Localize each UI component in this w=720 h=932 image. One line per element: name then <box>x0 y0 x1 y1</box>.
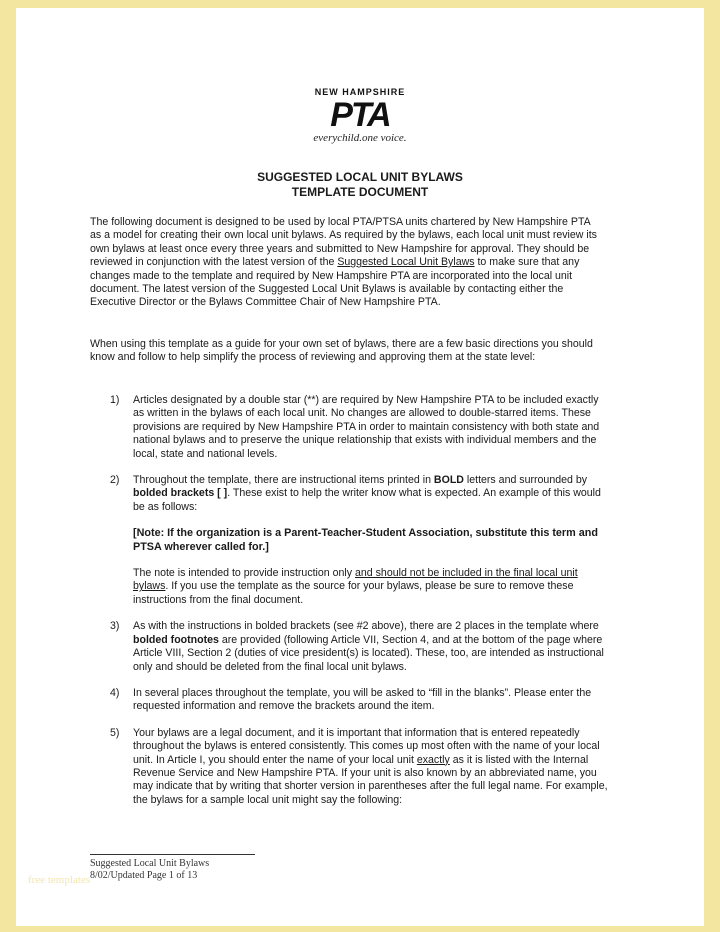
item-text: The note is intended to provide instruction only <box>133 567 356 580</box>
item-text: . If you use the template as the source for your bylaws, please be sure to remove these instructions from the final document. <box>133 580 574 606</box>
list-item <box>90 727 610 807</box>
intro-underlined-title: Suggested Local Unit Bylaws <box>337 256 475 269</box>
item-bold-text: BOLD <box>433 474 464 487</box>
item-number: 5) <box>110 726 120 739</box>
footer-divider <box>90 854 255 855</box>
directions-list <box>90 394 610 820</box>
example-note: [Note: If the organization is a Parent-Teacher-Student Association, substitute this term and PTSA wherever called for.] <box>133 527 598 553</box>
logo-mark: PTA <box>330 96 390 134</box>
intro-paragraph <box>90 216 600 310</box>
item-bold-text: bolded brackets [ ] <box>133 487 228 500</box>
page-footer <box>90 854 255 882</box>
item-number: 3) <box>110 620 120 633</box>
list-item <box>90 687 610 714</box>
logo-tagline: everychild.one voice. <box>313 132 407 144</box>
item-text: Articles designated by a double star (**) are required by New Hampshire PTA to be included exactly as written in the bylaws of each local unit. No changes are allowed to double-starred items. These provisions are required by New Hampshire PTA in order to maintain consistency with both state and national bylaws and to preserve the unique relationship that exists with individual members and the local, state and national levels. <box>133 394 600 460</box>
item-text: Throughout the template, there are instructional items printed in <box>133 474 434 487</box>
item-text: In several places throughout the template, you will be asked to “fill in the blanks”. Please enter the requested information and remove the brackets around the item. <box>133 686 592 713</box>
footer-title: Suggested Local Unit Bylaws <box>90 858 210 869</box>
item-text: . These exist to help the writer know what is expected. An example of this would be as follows: <box>133 487 601 513</box>
title-line-1: SUGGESTED LOCAL UNIT BYLAWS <box>257 170 463 184</box>
item-text: Your bylaws are a legal document, and it is important that information that is entered repeatedly throughout the bylaws is entered consistently. This comes up most often with the name of your local unit. In Article I, you should enter the name of your local unit <box>133 726 600 766</box>
intro-text-a: The following document is designed to be used by local PTA/PTSA units chartered by New Hampshire PTA as a model for creating their own local unit bylaws. As required by the bylaws, each local unit must review its own bylaws at least once every three years and submitted to New Hampshire for approval. They should be reviewed in conjunction with the latest version of the <box>90 216 597 269</box>
logo-state-name: NEW HAMPSHIRE <box>314 87 406 97</box>
footer-page-number: 8/02/Updated Page 1 of 13 <box>90 870 198 881</box>
item-text: are provided (following Article VII, Section 4, and at the bottom of the page where Article VIII, Section 2 (duties of vice president(s) is located). These, too, are intended as instructional only and should be deleted from the final local unit bylaws. <box>133 633 604 673</box>
item-number: 4) <box>110 686 120 699</box>
item-underlined-text: and should not be included in the final local unit bylaws <box>133 567 578 593</box>
list-item <box>90 394 610 461</box>
item-text: As with the instructions in bolded brackets (see #2 above), there are 2 places in the template where <box>133 620 599 633</box>
list-item <box>90 474 610 607</box>
intro-text-b: to make sure that any changes made to the template and required by New Hampshire PTA are incorporated into the local unit document. The latest version of the Suggested Local Unit Bylaws is available by contacting either the Executive Director or the Bylaws Committee Chair of New Hampshire PTA. <box>90 256 580 309</box>
list-item <box>90 620 610 674</box>
watermark: free templates <box>28 874 90 886</box>
directions-intro: When using this template as a guide for your own set of bylaws, there are a few basic directions you should know and follow to help simplify the process of reviewing and approving them at the state level: <box>90 338 593 364</box>
item-text: as it is listed with the Internal Revenue Service and New Hampshire PTA. If your unit is also known by an abbreviated name, you may indicate that by writing that shorter version in parentheses after the full legal name. For example, the bylaws for a sample local unit might say the following: <box>133 753 608 806</box>
item-number: 2) <box>110 474 120 487</box>
title-line-2: TEMPLATE DOCUMENT <box>291 185 429 199</box>
item-text: letters and surrounded by <box>463 474 588 487</box>
pta-logo <box>16 87 704 144</box>
item-bold-text: bolded footnotes <box>133 633 219 646</box>
item-underlined-text: exactly <box>416 753 450 766</box>
document-title <box>0 170 720 200</box>
note-explanation <box>133 567 610 607</box>
item-number: 1) <box>110 394 120 406</box>
